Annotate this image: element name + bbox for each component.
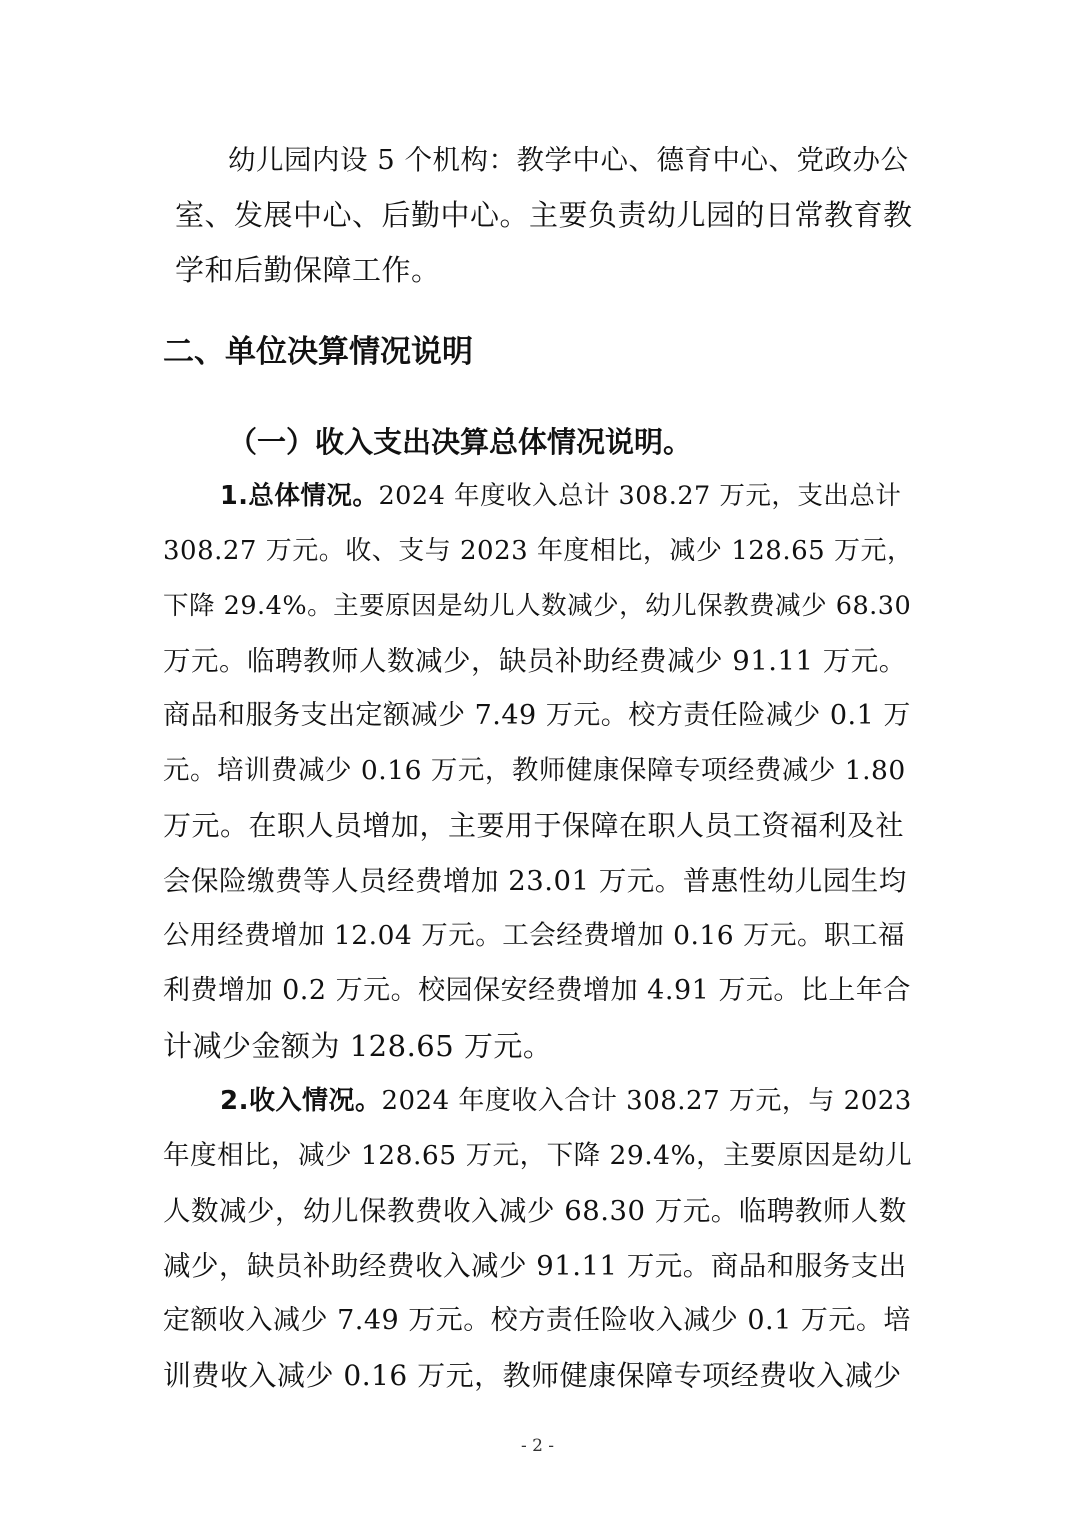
p1-line-8: 会保险缴费等人员经费增加 23.01 万元。普惠性幼儿园生均	[163, 865, 907, 897]
p1-line-11: 计减少金额为 128.65 万元。	[163, 1029, 553, 1063]
p2-line-3: 人数减少，幼儿保教费收入减少 68.30 万元。临聘教师人数	[163, 1195, 907, 1227]
section-heading: 二、单位决算情况说明	[163, 334, 473, 370]
p2-label: 2.收入情况。	[220, 1086, 382, 1116]
p1-label: 1.总体情况。	[220, 481, 379, 511]
p2-line-4: 减少，缺员补助经费收入减少 91.11 万元。商品和服务支出	[163, 1250, 907, 1282]
intro-line-1: 幼儿园内设 5 个机构：教学中心、德育中心、党政办公	[228, 144, 909, 176]
subsection-heading: （一）收入支出决算总体情况说明。	[228, 425, 693, 459]
p2-line-6: 训费收入减少 0.16 万元，教师健康保障专项经费收入减少	[163, 1359, 902, 1392]
page-number: - 2 -	[520, 1436, 555, 1456]
p1-line-10: 利费增加 0.2 万元。校园保安经费增加 4.91 万元。比上年合	[163, 975, 911, 1006]
intro-line-2: 室、发展中心、后勤中心。主要负责幼儿园的日常教育教	[175, 198, 913, 232]
p1-line-5: 商品和服务支出定额减少 7.49 万元。校方责任险减少 0.1 万	[163, 700, 911, 731]
p1-line-3: 下降 29.4%。主要原因是幼儿人数减少，幼儿保教费减少 68.30	[163, 591, 912, 621]
p1-line-4: 万元。临聘教师人数减少，缺员补助经费减少 91.11 万元。	[163, 645, 907, 677]
p1-line-7: 万元。在职人员增加，主要用于保障在职人员工资福利及社	[163, 809, 905, 842]
intro-line-3: 学和后勤保障工作。	[175, 253, 441, 287]
p1-line-2: 308.27 万元。收、支与 2023 年度相比，减少 128.65 万元，	[163, 536, 914, 566]
p1-line-9: 公用经费增加 12.04 万元。工会经费增加 0.16 万元。职工福	[163, 920, 906, 951]
p2-line-5: 定额收入减少 7.49 万元。校方责任险收入减少 0.1 万元。培	[163, 1305, 911, 1336]
p2-line-1: 2.收入情况。2024 年度收入合计 308.27 万元，与 2023	[220, 1086, 912, 1116]
p2-line-2: 年度相比，减少 128.65 万元，下降 29.4%，主要原因是幼儿	[163, 1140, 913, 1171]
p1-line-6: 元。培训费减少 0.16 万元，教师健康保障专项经费减少 1.80	[163, 755, 906, 786]
p1-line-1: 1.总体情况。2024 年度收入总计 308.27 万元，支出总计	[220, 481, 902, 511]
